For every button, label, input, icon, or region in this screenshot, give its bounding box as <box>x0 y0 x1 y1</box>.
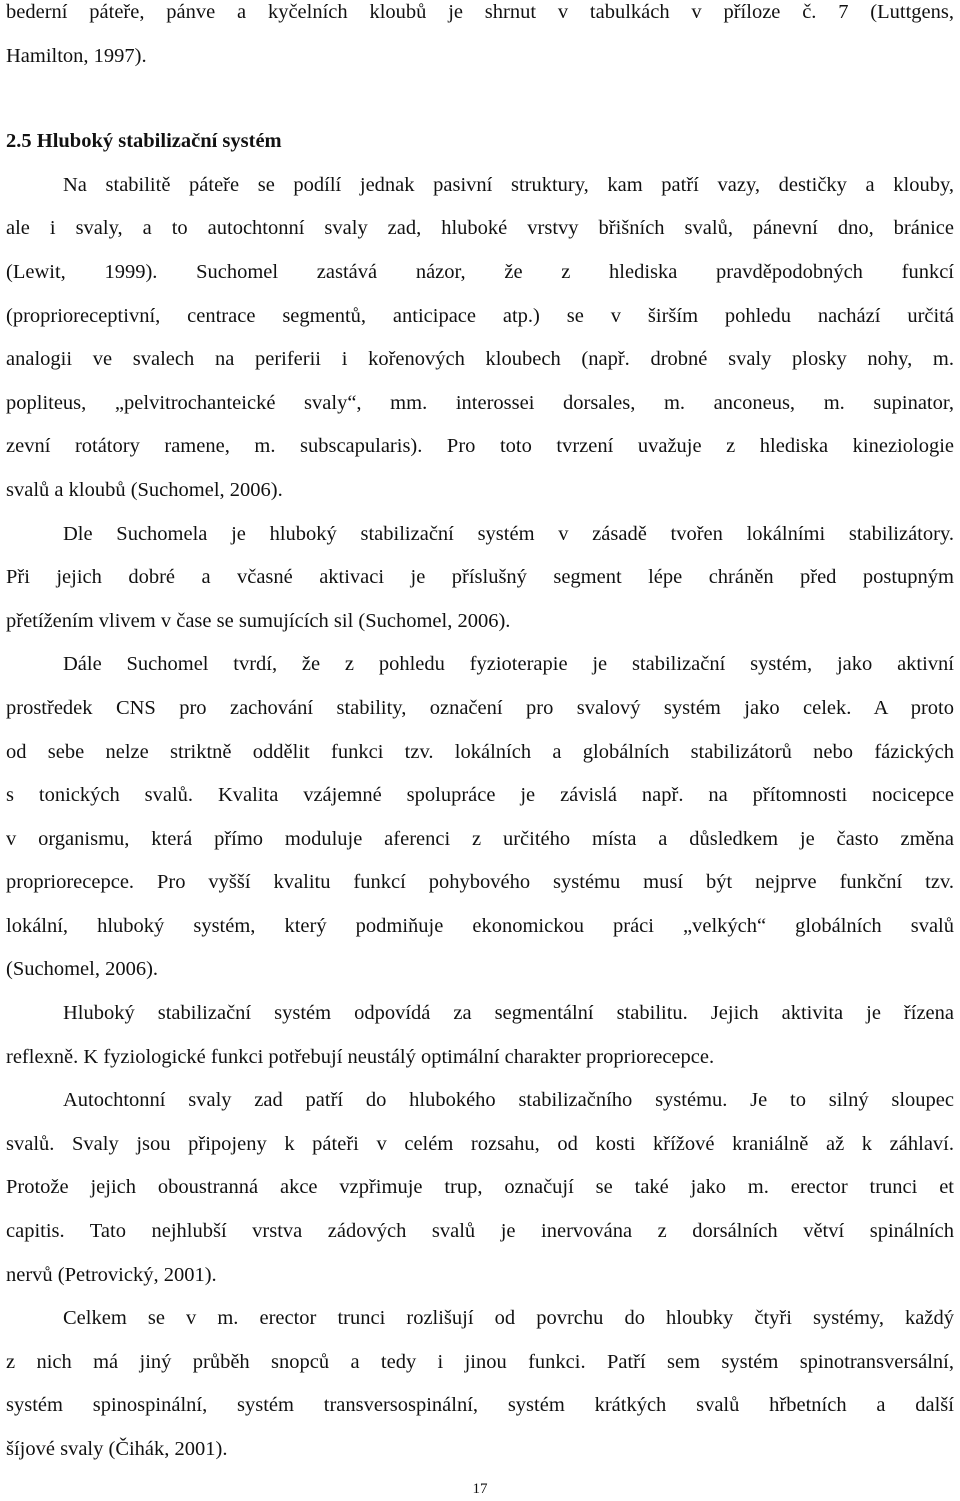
text-line: Autochtonní svaly zad patří do hlubokého stabilizačního systému. Je to silný sloupec <box>63 1089 954 1112</box>
section-heading: 2.5 Hluboký stabilizační systém <box>6 130 282 153</box>
text-line: popliteus, „pelvitrochanteické svaly“, mm. interossei dorsales, m. anconeus, m. supinator, <box>6 391 954 414</box>
text-line: Hluboký stabilizační systém odpovídá za segmentální stabilitu. Jejich aktivita je řízena <box>63 1002 954 1025</box>
paragraph-gap <box>6 78 954 120</box>
text-line: (Suchomel, 2006). <box>6 958 159 981</box>
text-line: svalů. Svaly jsou připojeny k páteři v celém rozsahu, od kosti křížové kraniálně až k záhlaví. <box>6 1132 954 1155</box>
text-line: (Lewit, 1999). Suchomel zastává názor, že z hlediska pravděpodobných funkcí <box>6 260 954 283</box>
text-line: prostředek CNS pro zachování stability, označení pro svalový systém jako celek. A proto <box>6 696 954 719</box>
paragraph-2 <box>6 513 954 644</box>
text-line: Dále Suchomel tvrdí, že z pohledu fyzioterapie je stabilizační systém, jako aktivní <box>63 653 954 676</box>
text-line: Protože jejich oboustranná akce vzpřimuje trup, označují se také jako m. erector trunci et <box>6 1176 954 1199</box>
intro-paragraph <box>6 0 954 78</box>
text-line: Celkem se v m. erector trunci rozlišují od povrchu do hloubky čtyři systémy, každý <box>63 1307 954 1330</box>
text-line: propriorecepce. Pro vyšší kvalitu funkcí pohybového systému musí být nejprve funkční tzv. <box>6 871 954 894</box>
text-line: reflexně. K fyziologické funkci potřebují neustálý optimální charakter propriorecepce. <box>6 1045 715 1068</box>
text-line: v organismu, která přímo moduluje aferenci z určitého místa a důsledkem je často změna <box>6 827 954 850</box>
document-page <box>6 0 954 1472</box>
text-line: (proprioreceptivní, centrace segmentů, anticipace atp.) se v širším pohledu nachází určitá <box>6 304 954 327</box>
text-line: z nich má jiný průběh snopců a tedy i jinou funkci. Patří sem systém spinotransversální, <box>6 1350 954 1373</box>
text-line: bederní páteře, pánve a kyčelních kloubů je shrnut v tabulkách v příloze č. 7 (Luttgens, <box>6 1 954 23</box>
text-line: ale i svaly, a to autochtonní svaly zad, hluboké vrstvy břišních svalů, pánevní dno, bránice <box>6 217 954 240</box>
text-line: Při jejich dobré a včasné aktivaci je příslušný segment lépe chráněn před postupným <box>6 566 954 589</box>
text-line: přetížením vlivem v čase se sumujících sil (Suchomel, 2006). <box>6 609 511 632</box>
text-line: od sebe nelze striktně oddělit funkci tzv. lokálních a globálních stabilizátorů nebo fázických <box>6 740 954 763</box>
text-line: Na stabilitě páteře se podílí jednak pasivní struktury, kam patří vazy, destičky a klouby, <box>63 173 954 196</box>
text-line: s tonických svalů. Kvalita vzájemné spolupráce je závislá např. na přítomnosti nocicepce <box>6 784 954 807</box>
text-line: Hamilton, 1997). <box>6 44 147 67</box>
paragraph-6 <box>6 1297 954 1471</box>
text-line: Dle Suchomela je hluboký stabilizační systém v zásadě tvořen lokálními stabilizátory. <box>63 522 954 545</box>
text-line: capitis. Tato nejhlubší vrstva zádových svalů je inervována z dorsálních větví spinálních <box>6 1220 954 1243</box>
text-line: systém spinospinální, systém transversospinální, systém krátkých svalů hřbetních a další <box>6 1394 954 1417</box>
text-line: zevní rotátory ramene, m. subscapularis). Pro toto tvrzení uvažuje z hlediska kineziologie <box>6 435 954 458</box>
text-line: analogii ve svalech na periferii i kořenových kloubech (např. drobné svaly plosky nohy, m. <box>6 348 954 371</box>
text-line: šíjové svaly (Čihák, 2001). <box>6 1438 228 1460</box>
text-line: lokální, hluboký systém, který podmiňuje ekonomickou práci „velkých“ globálních svalů <box>6 914 954 937</box>
paragraph-1 <box>6 164 954 513</box>
paragraph-5 <box>6 1079 954 1297</box>
text-line: svalů a kloubů (Suchomel, 2006). <box>6 478 283 501</box>
paragraph-3 <box>6 643 954 992</box>
text-line: nervů (Petrovický, 2001). <box>6 1263 217 1286</box>
page-number: 17 <box>472 1481 488 1497</box>
paragraph-4 <box>6 992 954 1079</box>
